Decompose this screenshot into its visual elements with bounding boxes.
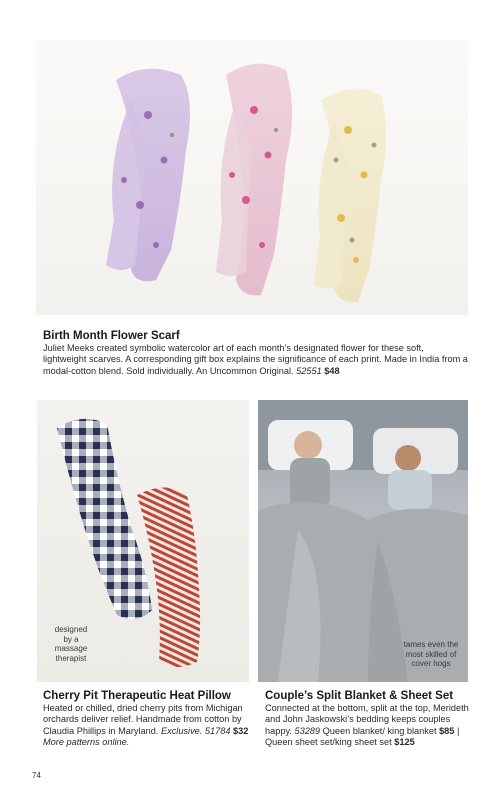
pillow-price: $32	[233, 725, 249, 736]
pillow-callout-line: designed	[54, 625, 88, 634]
pillow-callout	[44, 625, 98, 663]
pillow-title: Cherry Pit Therapeutic Heat Pillow	[43, 690, 231, 702]
pillow-description-text: Heated or chilled, dried cherry pits from Michigan orchards deliver relief. Handmade from cotton by Claudia Phillips in Maryland.	[43, 703, 243, 736]
blanket-sku: 53289	[294, 725, 321, 736]
scarf-description	[43, 343, 468, 377]
blanket-callout	[398, 640, 464, 669]
blanket-option1: Queen blanket/ king blanket	[322, 725, 437, 736]
blanket-title: Couple’s Split Blanket & Sheet Set	[265, 690, 454, 702]
blanket-price1: $85	[439, 725, 455, 736]
blanket-callout-line: tames even the	[403, 640, 459, 649]
scarf-price: $48	[324, 365, 340, 376]
scarf-description-text: Juliet Meeks created symbolic watercolor art of each month’s designated flower for these soft, lightweight scarves. A corresponding gift box explains the significance of each print. Made in India from a modal-cotton blend. Sold individually. An Uncommon Original.	[43, 343, 468, 376]
scarf-sku: 52551	[296, 365, 322, 376]
page-number: 74	[32, 771, 41, 780]
blanket-option2: Queen sheet set/king sheet set	[265, 737, 392, 748]
blanket-description-text: Connected at the bottom, split at the top, Merideth and John Jaskowski’s bedding keeps couples happy.	[265, 703, 469, 736]
scarf-illustration	[36, 40, 468, 315]
scarf-title: Birth Month Flower Scarf	[43, 330, 180, 342]
blanket-price2: $125	[394, 737, 415, 748]
blanket-callout-line: cover hogs	[411, 659, 451, 668]
pillow-callout-line: by a	[63, 634, 79, 644]
blanket-separator: |	[456, 725, 460, 736]
pillow-more-online: More patterns online.	[43, 737, 130, 748]
pillow-exclusive: Exclusive.	[160, 725, 203, 736]
blanket-description	[265, 703, 470, 749]
pillow-sku: 51784	[204, 725, 231, 736]
blanket-callout-line: most skilled of	[405, 649, 457, 659]
scarf-photo	[36, 40, 468, 315]
pillow-callout-line: therapist	[55, 653, 87, 663]
pillow-description	[43, 703, 253, 749]
pillow-callout-line: massage	[54, 644, 88, 653]
